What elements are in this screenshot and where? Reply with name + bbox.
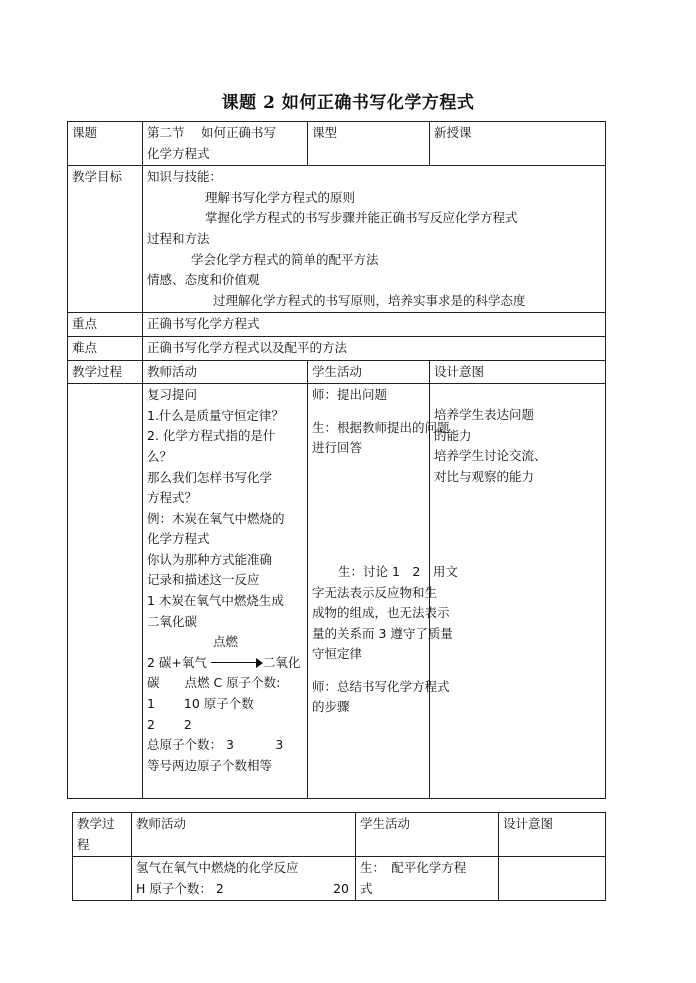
row-process-header bbox=[68, 360, 606, 384]
topic-value: 第二节 如何正确书写 化学方程式 bbox=[143, 122, 308, 166]
teacher-activity-content-2: 氢气在氧气中燃烧的化学反应 H 原子个数： 2 20 bbox=[132, 857, 356, 901]
label-lesson-type: 课型 bbox=[308, 122, 430, 166]
lesson-plan-table bbox=[67, 121, 606, 799]
process-empty-cell bbox=[68, 384, 143, 799]
reaction-condition: 点燃 bbox=[213, 634, 239, 650]
label-process-2: 教学过 程 bbox=[73, 813, 132, 857]
design-intent-content-2 bbox=[499, 857, 606, 901]
design-intent-content: 培养学生表达问题 的能力 培养学生讨论交流、 对比与观察的能力 bbox=[430, 384, 606, 799]
row-difficult-point bbox=[68, 336, 606, 360]
header-student-activity: 学生活动 bbox=[308, 360, 430, 384]
row-process-content bbox=[68, 384, 606, 799]
process-empty-cell-2 bbox=[73, 857, 132, 901]
student-activity-content-2: 生： 配平化学方程 式 bbox=[356, 857, 499, 901]
teacher-activity-content: 复习提问 1.什么是质量守恒定律？ 2. 化学方程式指的是什 么？ 那么我们怎样书写化学 方程式？ 例：木炭在氧气中燃烧的 化学方程式 你认为那种方式能准确 记录和描述这一反应 1 木炭在氧气中燃烧生成 二氧化碳 点燃 2 碳+氧气 二氧化 碳 点燃 C 原子个数: 1 10 原子个数 2 2 总原子个数： 3 3 等号两边原子个数相等 bbox=[143, 384, 308, 799]
label-key-point: 重点 bbox=[68, 313, 143, 337]
lesson-type-value: 新授课 bbox=[430, 122, 606, 166]
row-goals bbox=[68, 166, 606, 313]
row-key-point bbox=[68, 313, 606, 337]
lesson-plan-table-continued bbox=[72, 812, 606, 901]
header-design-intent-2: 设计意图 bbox=[499, 813, 606, 857]
header-design-intent: 设计意图 bbox=[430, 360, 606, 384]
label-difficult-point: 难点 bbox=[68, 336, 143, 360]
difficult-point-value: 正确书写化学方程式以及配平的方法 bbox=[143, 336, 606, 360]
row-topic bbox=[68, 122, 606, 166]
label-topic: 课题 bbox=[68, 122, 143, 166]
label-goals: 教学目标 bbox=[68, 166, 143, 313]
header-teacher-activity: 教师活动 bbox=[143, 360, 308, 384]
page-title: 课题 2 如何正确书写化学方程式 bbox=[221, 93, 475, 113]
student-activity-content: 师：提出问题 生：根据教师提出的问题 进行回答 生：讨论 1 2 用文 字无法表示反应物和生 成物的组成，也无法表示 量的关系而 3 遵守了质量 守恒定律 师：总结书写化学方程式 的步骤 bbox=[308, 384, 430, 799]
goals-content: 知识与技能： 理解书写化学方程式的原则 掌握化学方程式的书写步骤并能正确书写反应化学方程式 过程和方法 学会化学方程式的简单的配平方法 情感、态度和价值观 过理解化学方程式的书写原则，培养实事求是的科学态度 bbox=[143, 166, 606, 313]
header-teacher-activity-2: 教师活动 bbox=[132, 813, 356, 857]
word-equation: 2 碳+氧气 二氧化 bbox=[147, 654, 301, 670]
key-point-value: 正确书写化学方程式 bbox=[143, 313, 606, 337]
row-process-header-2 bbox=[73, 813, 606, 857]
label-process: 教学过程 bbox=[68, 360, 143, 384]
row-process-content-2 bbox=[73, 857, 606, 901]
header-student-activity-2: 学生活动 bbox=[356, 813, 499, 857]
reaction-arrow-icon bbox=[211, 658, 263, 668]
